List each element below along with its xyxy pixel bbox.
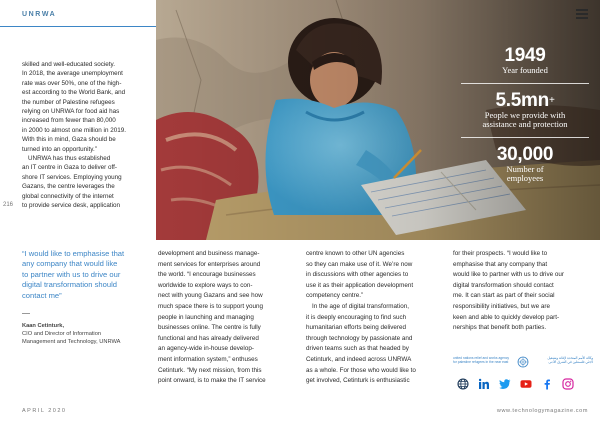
stats-panel [450,46,600,184]
text-line: UNRWA has thus established [28,155,111,163]
header-rule [0,26,156,27]
text-line: responsibility initiatives, but we are [453,302,550,310]
linkedin-icon[interactable] [478,378,490,390]
stat-label: People we provide with [484,109,566,120]
text-line: in 2000 to almost one million in 2019. [22,126,126,134]
text-line: people in launching and managing [158,313,254,321]
logo-arabic-text: وكالة الأمم المتحدة لإغاثة وتشغيل لاجئي فلسطين في الشرق الأدنى [547,356,593,364]
facebook-icon[interactable] [541,378,553,390]
author-name: Kaan Cetinturk, [22,323,65,329]
stat-people [450,91,600,130]
quote-attribution [22,322,152,346]
text-line: turned into an opportunity.” [22,145,97,153]
article-column-3 [306,249,444,387]
text-line: the number of Palestine refugees [22,98,115,106]
issue-date: APRIL 2020 [22,408,67,414]
author-title-line: CIO and Director of Information [22,331,102,337]
text-line: nerships that benefit both parties. [453,324,547,332]
quote-line: digital transformation should [22,280,117,290]
page-number: 216 [3,202,14,208]
text-line: me. It can start as part of their social [453,292,555,300]
quote-line: to partner with us to drive our [22,269,121,279]
text-line: competency centre.” [306,292,364,300]
text-line: Gazans, the centre leverages the [22,183,115,191]
text-line: driven teams such as that headed by [306,345,409,353]
stat-label: employees [506,173,544,183]
text-line: digital transformation should contact [453,281,554,289]
text-line: functional and has already delivered [158,334,259,342]
magazine-section-brand: UNRWA [22,11,57,18]
article-column-4 [453,249,591,334]
quote-line: contact me” [22,290,62,300]
text-line: skilled and well-educated society. [22,61,115,68]
unrwa-logo [453,356,595,368]
quote-line: any company that would like [22,259,118,269]
stat-founded [450,46,600,76]
text-line: point onward, is to make the IT service [158,377,266,385]
stat-divider [461,83,589,84]
text-line: relying on UNRWA for food aid has [22,108,120,116]
text-line: keen and able to quickly develop part- [453,313,560,321]
quote-line: “I would like to emphasise that [22,249,125,258]
twitter-icon[interactable] [499,378,511,390]
text-line: to provide service desk, application [22,202,121,210]
stat-divider [461,137,589,138]
text-line: use it as their application development [306,281,414,289]
text-line: In the age of digital transformation, [312,302,409,310]
text-line: the world. “I encourage businesses [158,271,256,279]
stat-value: 30,000 [496,143,554,165]
text-line: In 2018, the average unemployment [22,70,123,78]
text-line: Cetinturk, and indeed across UNRWA [306,355,412,363]
globe-icon[interactable] [457,378,469,390]
text-line: ment information system,” enthuses [158,355,258,363]
text-line: get involved, Cetinturk is enthusiastic [306,377,410,385]
text-line: Cetinturk. “My next mission, from this [158,366,262,374]
stat-label: Number of [506,163,544,174]
text-line: much space there is to support young [158,302,264,310]
text-line: as a whole. For those who would like to [306,366,416,374]
text-line: businesses online. The centre is fully [158,324,261,332]
text-line: global connectivity of the internet [22,192,114,200]
text-line: an agency-wide in-house develop- [158,345,254,353]
un-emblem-icon [517,356,529,368]
stat-label: assistance and protection [482,119,568,129]
youtube-icon[interactable] [520,378,532,390]
magazine-website[interactable]: www.technologymagazine.com [496,408,588,414]
text-line: nect with young Gazans and see how [158,292,263,300]
text-line: est according to the World Bank, and [22,89,126,97]
text-line: With this in mind, Gaza should be [22,136,116,144]
stat-label: Year founded [502,65,548,75]
author-title-line: Management and Technology, UNRWA [22,339,121,345]
stat-employees [450,145,600,184]
article-column-2 [158,249,296,387]
text-line: through technology by passionate and [306,334,413,342]
stat-value: 1949 [504,45,546,66]
pull-quote [22,249,152,301]
text-line: rate was over 50%, one of the high- [22,79,122,87]
text-line: emphasise that any company that [453,260,548,268]
text-line: increased from fewer than 80,000 [22,117,116,125]
text-line: would like to partner with us to drive our [453,271,564,279]
text-line: humanitarian efforts being delivered [306,324,406,332]
logo-english-text: united nations relief and works agency for palestine refugees in the near east [453,356,510,364]
text-line: it is deeply encouraging to find such [306,313,407,321]
text-line: worldwide to explore ways to con- [158,281,253,289]
text-line: for their prospects. “I would like to [453,250,548,257]
text-line: ment services for enterprises around [158,260,261,268]
text-line: in discussions with other agencies to [306,271,409,279]
stat-suffix: + [548,94,555,106]
menu-icon[interactable] [576,9,588,19]
text-line: an IT centre in Gaza to deliver off- [22,164,117,172]
text-line: shore IT services. Employing young [22,173,122,181]
quote-divider [22,313,30,314]
text-line: centre known to other UN agencies [306,250,405,257]
instagram-icon[interactable] [562,378,574,390]
article-column-1 [22,60,152,211]
stat-value: 5.5mn+ [495,89,555,111]
social-links [455,378,600,392]
text-line: so they can make use of it. We’re now [306,260,413,268]
text-line: development and business manage- [158,250,260,257]
